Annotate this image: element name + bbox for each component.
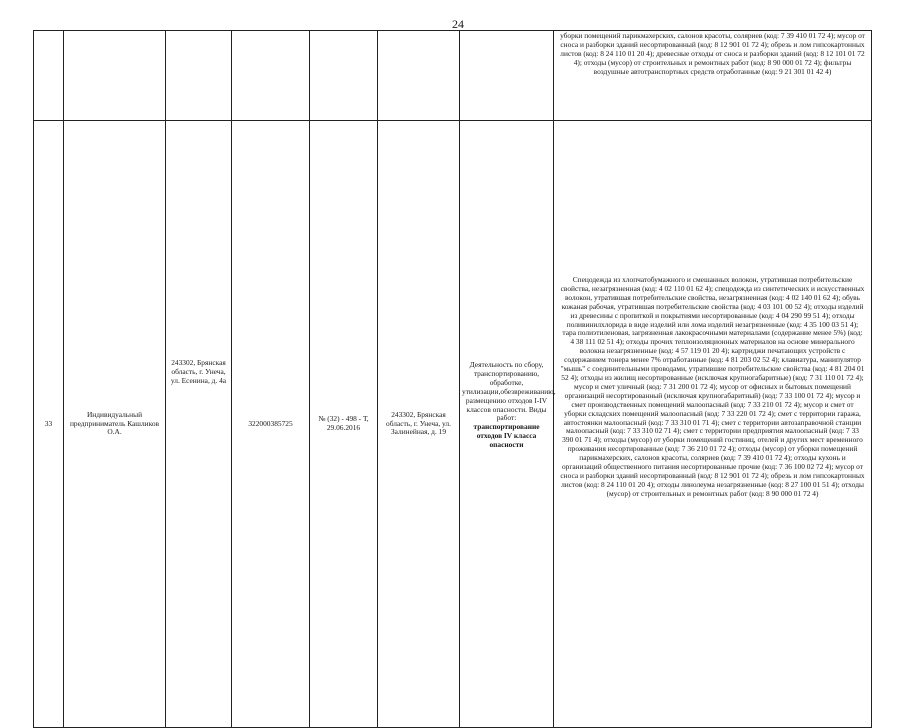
activity-type-cell [460,121,554,728]
cell-empty [34,31,64,121]
activity-text: Деятельность по сбору, транспортированию, обработке, утилизации,обезвреживанию, размещению отходов I-IV классов опасности. Виды работ: [462,360,556,423]
page-number: 24 [452,17,464,31]
licensee-name-cell: Индивидуальный предприниматель Кашликов О.А. [64,121,166,728]
cell-empty [460,31,554,121]
cell-empty [310,31,378,121]
activity-bold-text: транспортирование отходов IV класса опасности [473,422,540,450]
row-number-cell: 33 [34,121,64,728]
license-register-table [33,30,872,728]
table-row-previous [34,31,872,121]
license-number-cell: № (32) - 498 - Т, 29.06.2016 [310,121,378,728]
table-row [34,121,872,728]
legal-address-cell: 243302, Брянская область, г. Унеча, ул. Есенина, д. 4а [166,121,232,728]
cell-empty [166,31,232,121]
cell-empty [64,31,166,121]
activity-place-cell: 243302, Брянская область, г. Унеча, ул. Залинейная, д. 19 [378,121,460,728]
inn-cell: 322000385725 [232,121,310,728]
waste-list-cell: Спецодежда из хлопчатобумажного и смешанных волокон, утратившая потребительские свойства, незагрязненная (код: 4 02 110 01 62 4); спецодежда из синтетических и искусственных волокон, утратившая потребительские свойства, незагрязненная (код: 4 02 140 01 62 4); обувь кожаная рабочая, утратившая потребительские свойства (код: 4 03 101 00 52 4); отходы изделий из древесины с пропиткой и покрытиями несортированные (код: 4 04 290 99 51 4); отходы поливинилхлорида в виде изделий или лома изделий незагрязненные (код: 4 35 100 03 51 4); тара полиэтиленовая, загрязненная лакокрасочными материалами (содержание менее 5%) (код: 4 38 111 02 51 4); отходы прочих теплоизоляционных материалов на основе минерального волокна незагрязненные (код: 4 57 119 01 20 4); картриджи печатающих устройств с содержанием тонера менее 7% отработанные (код: 4 81 203 02 52 4); клавиатура, манипулятор "мышь" с соединительными проводами, утратившие потребительские свойства (код: 4 81 204 01 52 4); отходы из жилищ несортированные (исключая крупногабаритные) (код: 7 31 110 01 72 4); мусор и смет уличный (код: 7 31 200 01 72 4); мусор от офисных и бытовых помещений организаций несортированный (исключая крупногабаритный) (код: 7 33 100 01 72 4); мусор и смет производственных помещений малоопасный (код: 7 33 210 01 72 4); мусор и смет от уборки складских помещений малоопасный (код: 7 33 220 01 72 4); смет с территории гаража, автостоянки малоопасный (код: 7 33 310 01 71 4); смет с территории автозаправочной станции малоопасный (код: 7 33 310 02 71 4); смет с территории предприятия малоопасный (код: 7 33 390 01 71 4); отходы (мусор) от уборки помещений гостиниц, отелей и других мест временного проживания несортированные (код: 7 36 210 01 72 4); отходы (мусор) от уборки помещений парикмахерских, салонов красоты, соляриев (код: 7 39 410 01 72 4); отходы кухонь и организаций общественного питания несортированные прочие (код: 7 36 100 02 72 4); мусор от сноса и разборки зданий несортированный (код: 8 12 901 01 72 4); обрезь и лом гипсокартонных листов (код: 8 24 110 01 20 4); отходы линолеума незагрязненные (код: 8 27 100 01 51 4); отходы (мусор) от строительных и ремонтных работ (код: 8 90 000 01 72 4) [554,121,872,728]
cell-empty [378,31,460,121]
cell-empty [232,31,310,121]
waste-list-cell: уборки помещений парикмахерских, салонов красоты, соляриев (код: 7 39 410 01 72 4); мусор от сноса и разборки зданий несортированный (код: 8 12 901 01 72 4); обрезь и лом гипсокартонных листов (код: 8 24 110 01 20 4); древесные отходы от сноса и разборки зданий (код: 8 12 101 01 72 4); отходы (мусор) от строительных и ремонтных работ (код: 8 90 000 01 72 4); фильтры воздушные автотранспортных средств отработанные (код: 9 21 301 01 42 4) [554,31,872,121]
